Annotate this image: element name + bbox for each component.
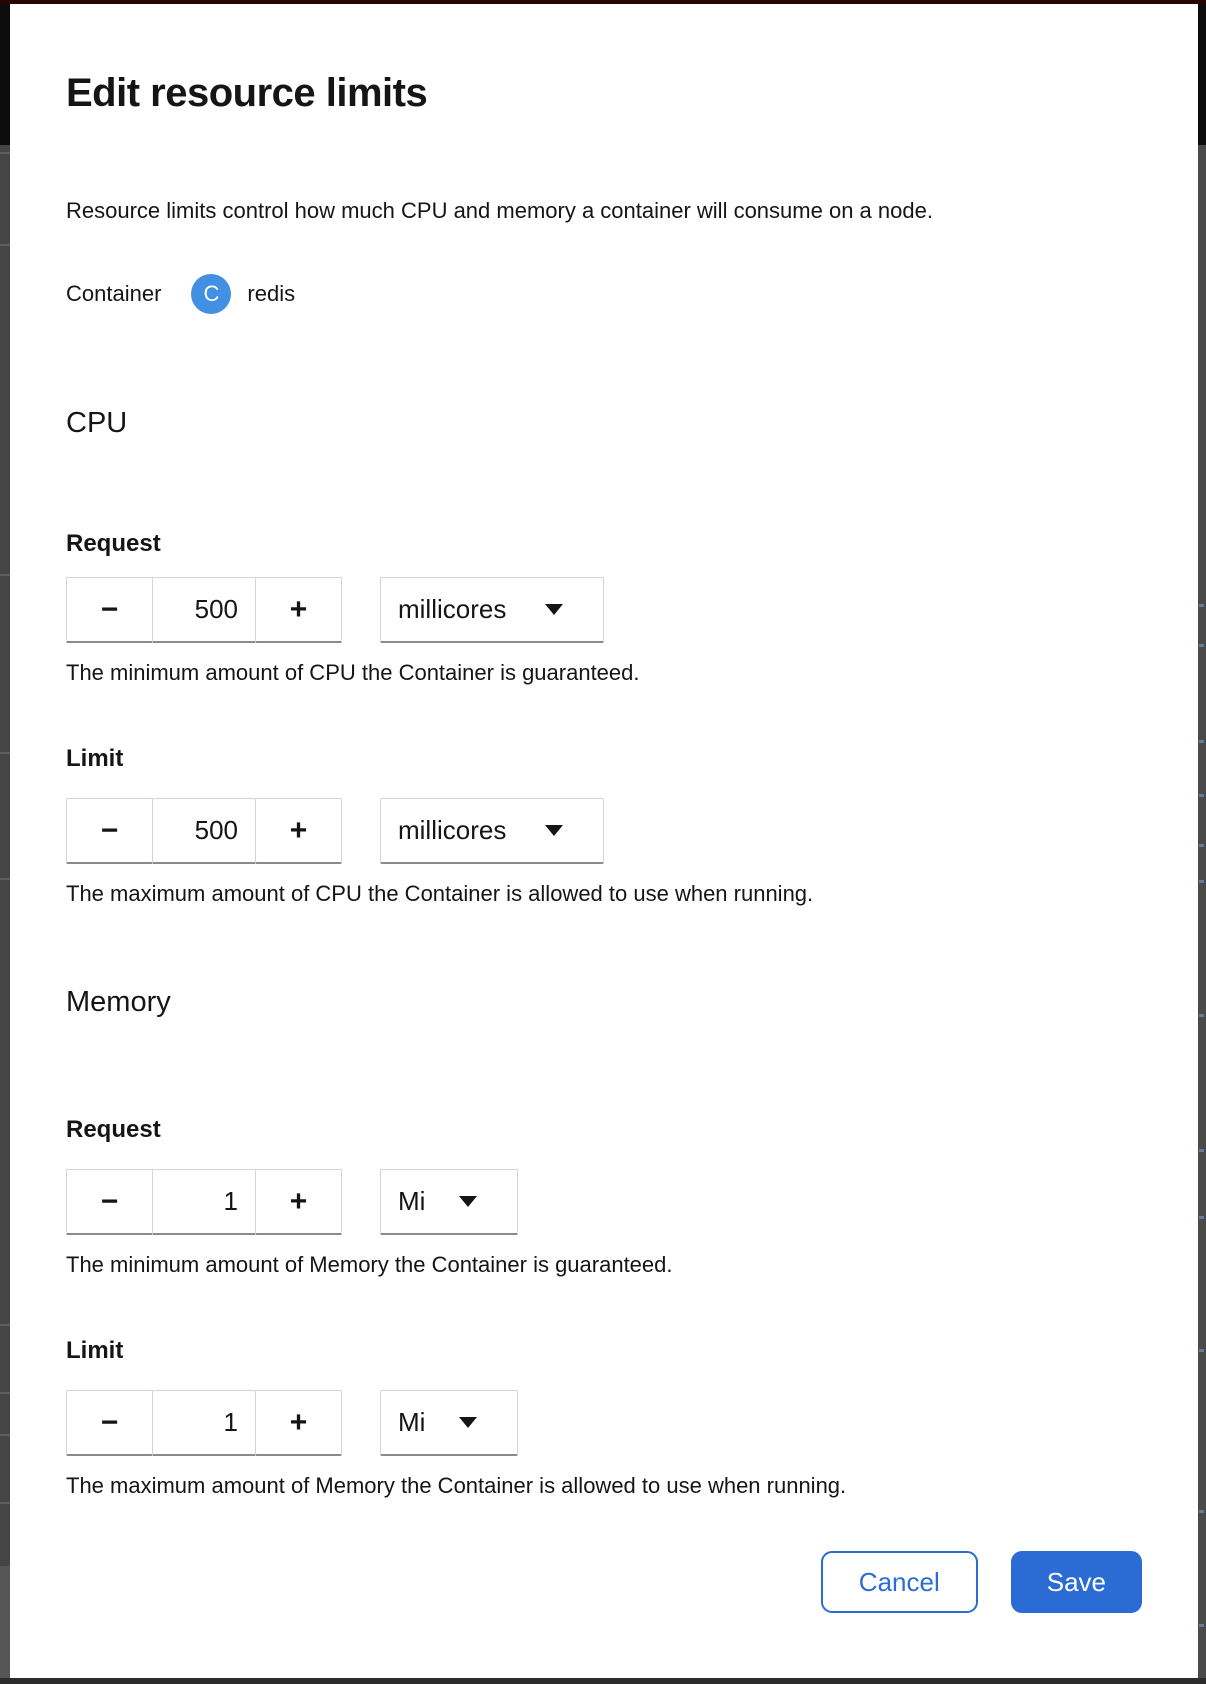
modal-description: Resource limits control how much CPU and memory a container will consume on a node. — [66, 198, 933, 223]
background-bottom-strip — [0, 1678, 1206, 1684]
memory-limit-control — [66, 1390, 1142, 1456]
memory-limit-stepper — [66, 1390, 342, 1456]
container-row — [66, 274, 1142, 314]
minus-icon: − — [100, 1184, 119, 1218]
minus-icon: − — [100, 1405, 119, 1439]
container-label: Container — [66, 281, 162, 306]
memory-limit-help-text: The maximum amount of Memory the Container is allowed to use when running. — [66, 1473, 847, 1498]
cpu-request-unit-select[interactable] — [380, 577, 604, 643]
cpu-request-control — [66, 577, 1142, 643]
cpu-request-number-input[interactable] — [152, 577, 256, 643]
caret-down-icon — [545, 825, 563, 836]
cpu-limit-control — [66, 798, 1142, 864]
memory-request-help-text: The minimum amount of Memory the Container is guaranteed. — [66, 1252, 673, 1277]
unit-select-value: millicores — [398, 815, 507, 845]
cpu-limit-unit-select[interactable] — [380, 798, 604, 864]
section-heading-cpu: CPU — [66, 407, 128, 439]
cancel-button[interactable]: Cancel — [821, 1551, 978, 1613]
memory-request-stepper — [66, 1169, 342, 1235]
background-left-sliver — [0, 4, 10, 1684]
plus-icon: + — [289, 1184, 308, 1218]
memory-request-decrement-button[interactable] — [66, 1169, 153, 1235]
memory-request-control — [66, 1169, 1142, 1235]
caret-down-icon — [459, 1417, 477, 1428]
cpu-limit-label: Limit — [66, 745, 124, 772]
cpu-request-help-text: The minimum amount of CPU the Container is guaranteed. — [66, 660, 640, 685]
memory-limit-unit-select[interactable] — [380, 1390, 518, 1456]
minus-icon: − — [100, 813, 119, 847]
container-name: redis — [247, 281, 296, 306]
cpu-limit-number-input[interactable] — [152, 798, 256, 864]
container-badge-icon: C — [191, 274, 231, 314]
caret-down-icon — [459, 1196, 477, 1207]
background-right-sliver — [1198, 4, 1206, 1684]
cpu-limit-decrement-button[interactable] — [66, 798, 153, 864]
cpu-limit-stepper — [66, 798, 342, 864]
memory-limit-decrement-button[interactable] — [66, 1390, 153, 1456]
unit-select-value: Mi — [398, 1186, 426, 1216]
plus-icon: + — [289, 592, 308, 626]
memory-limit-number-input[interactable] — [152, 1390, 256, 1456]
caret-down-icon — [545, 604, 563, 615]
memory-limit-label: Limit — [66, 1337, 124, 1364]
cpu-request-decrement-button[interactable] — [66, 577, 153, 643]
unit-select-value: millicores — [398, 594, 507, 624]
minus-icon: − — [100, 592, 119, 626]
background-top-strip — [0, 0, 1206, 4]
plus-icon: + — [289, 813, 308, 847]
memory-limit-increment-button[interactable] — [255, 1390, 342, 1456]
cpu-limit-help-text: The maximum amount of CPU the Container is allowed to use when running. — [66, 881, 814, 906]
cpu-request-increment-button[interactable] — [255, 577, 342, 643]
cpu-request-label: Request — [66, 530, 161, 557]
page-title: Edit resource limits — [66, 71, 428, 115]
memory-request-increment-button[interactable] — [255, 1169, 342, 1235]
memory-request-label: Request — [66, 1116, 161, 1143]
plus-icon: + — [289, 1405, 308, 1439]
cpu-request-stepper — [66, 577, 342, 643]
save-button[interactable]: Save — [1011, 1551, 1142, 1613]
unit-select-value: Mi — [398, 1407, 426, 1437]
section-heading-memory: Memory — [66, 986, 171, 1018]
modal-footer — [66, 1551, 1142, 1613]
memory-request-number-input[interactable] — [152, 1169, 256, 1235]
memory-request-unit-select[interactable] — [380, 1169, 518, 1235]
cpu-limit-increment-button[interactable] — [255, 798, 342, 864]
